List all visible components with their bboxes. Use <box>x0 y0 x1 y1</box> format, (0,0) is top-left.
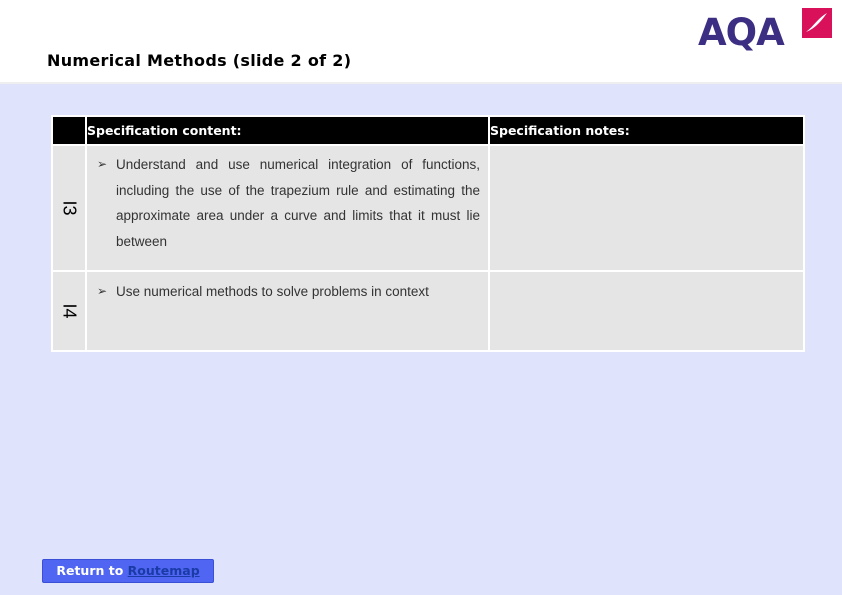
content-cell <box>86 271 489 351</box>
row-code: I3 <box>59 200 80 216</box>
content-text: Understand and use numerical integration of functions, including the use of the trapezium rule and estimating the approximate area under a curve and limits that it must lie between <box>116 157 480 249</box>
specification-table <box>51 115 805 352</box>
bullet-item <box>87 272 488 305</box>
header-specification-notes: Specification notes: <box>489 116 804 145</box>
aqa-swoosh-icon <box>802 8 832 38</box>
row-code-cell <box>52 145 86 271</box>
notes-cell <box>489 271 804 351</box>
table-header-row <box>52 116 804 145</box>
row-code-cell <box>52 271 86 351</box>
row-code: I4 <box>59 303 80 319</box>
notes-cell <box>489 145 804 271</box>
return-prefix: Return to <box>56 563 124 578</box>
arrow-bullet-icon: ➢ <box>97 157 108 171</box>
slide-title: Numerical Methods (slide 2 of 2) <box>47 51 352 70</box>
slide-header <box>0 0 842 82</box>
content-cell <box>86 145 489 271</box>
aqa-logo <box>698 8 834 58</box>
bullet-item <box>87 146 488 254</box>
table-row <box>52 145 804 271</box>
return-to-routemap-button[interactable] <box>42 559 214 583</box>
routemap-link[interactable]: Routemap <box>127 563 200 578</box>
table-row <box>52 271 804 351</box>
logo-text: AQA <box>698 11 784 54</box>
arrow-bullet-icon: ➢ <box>97 284 108 298</box>
header-code <box>52 116 86 145</box>
header-specification-content: Specification content: <box>86 116 489 145</box>
content-text: Use numerical methods to solve problems in context <box>116 284 429 299</box>
